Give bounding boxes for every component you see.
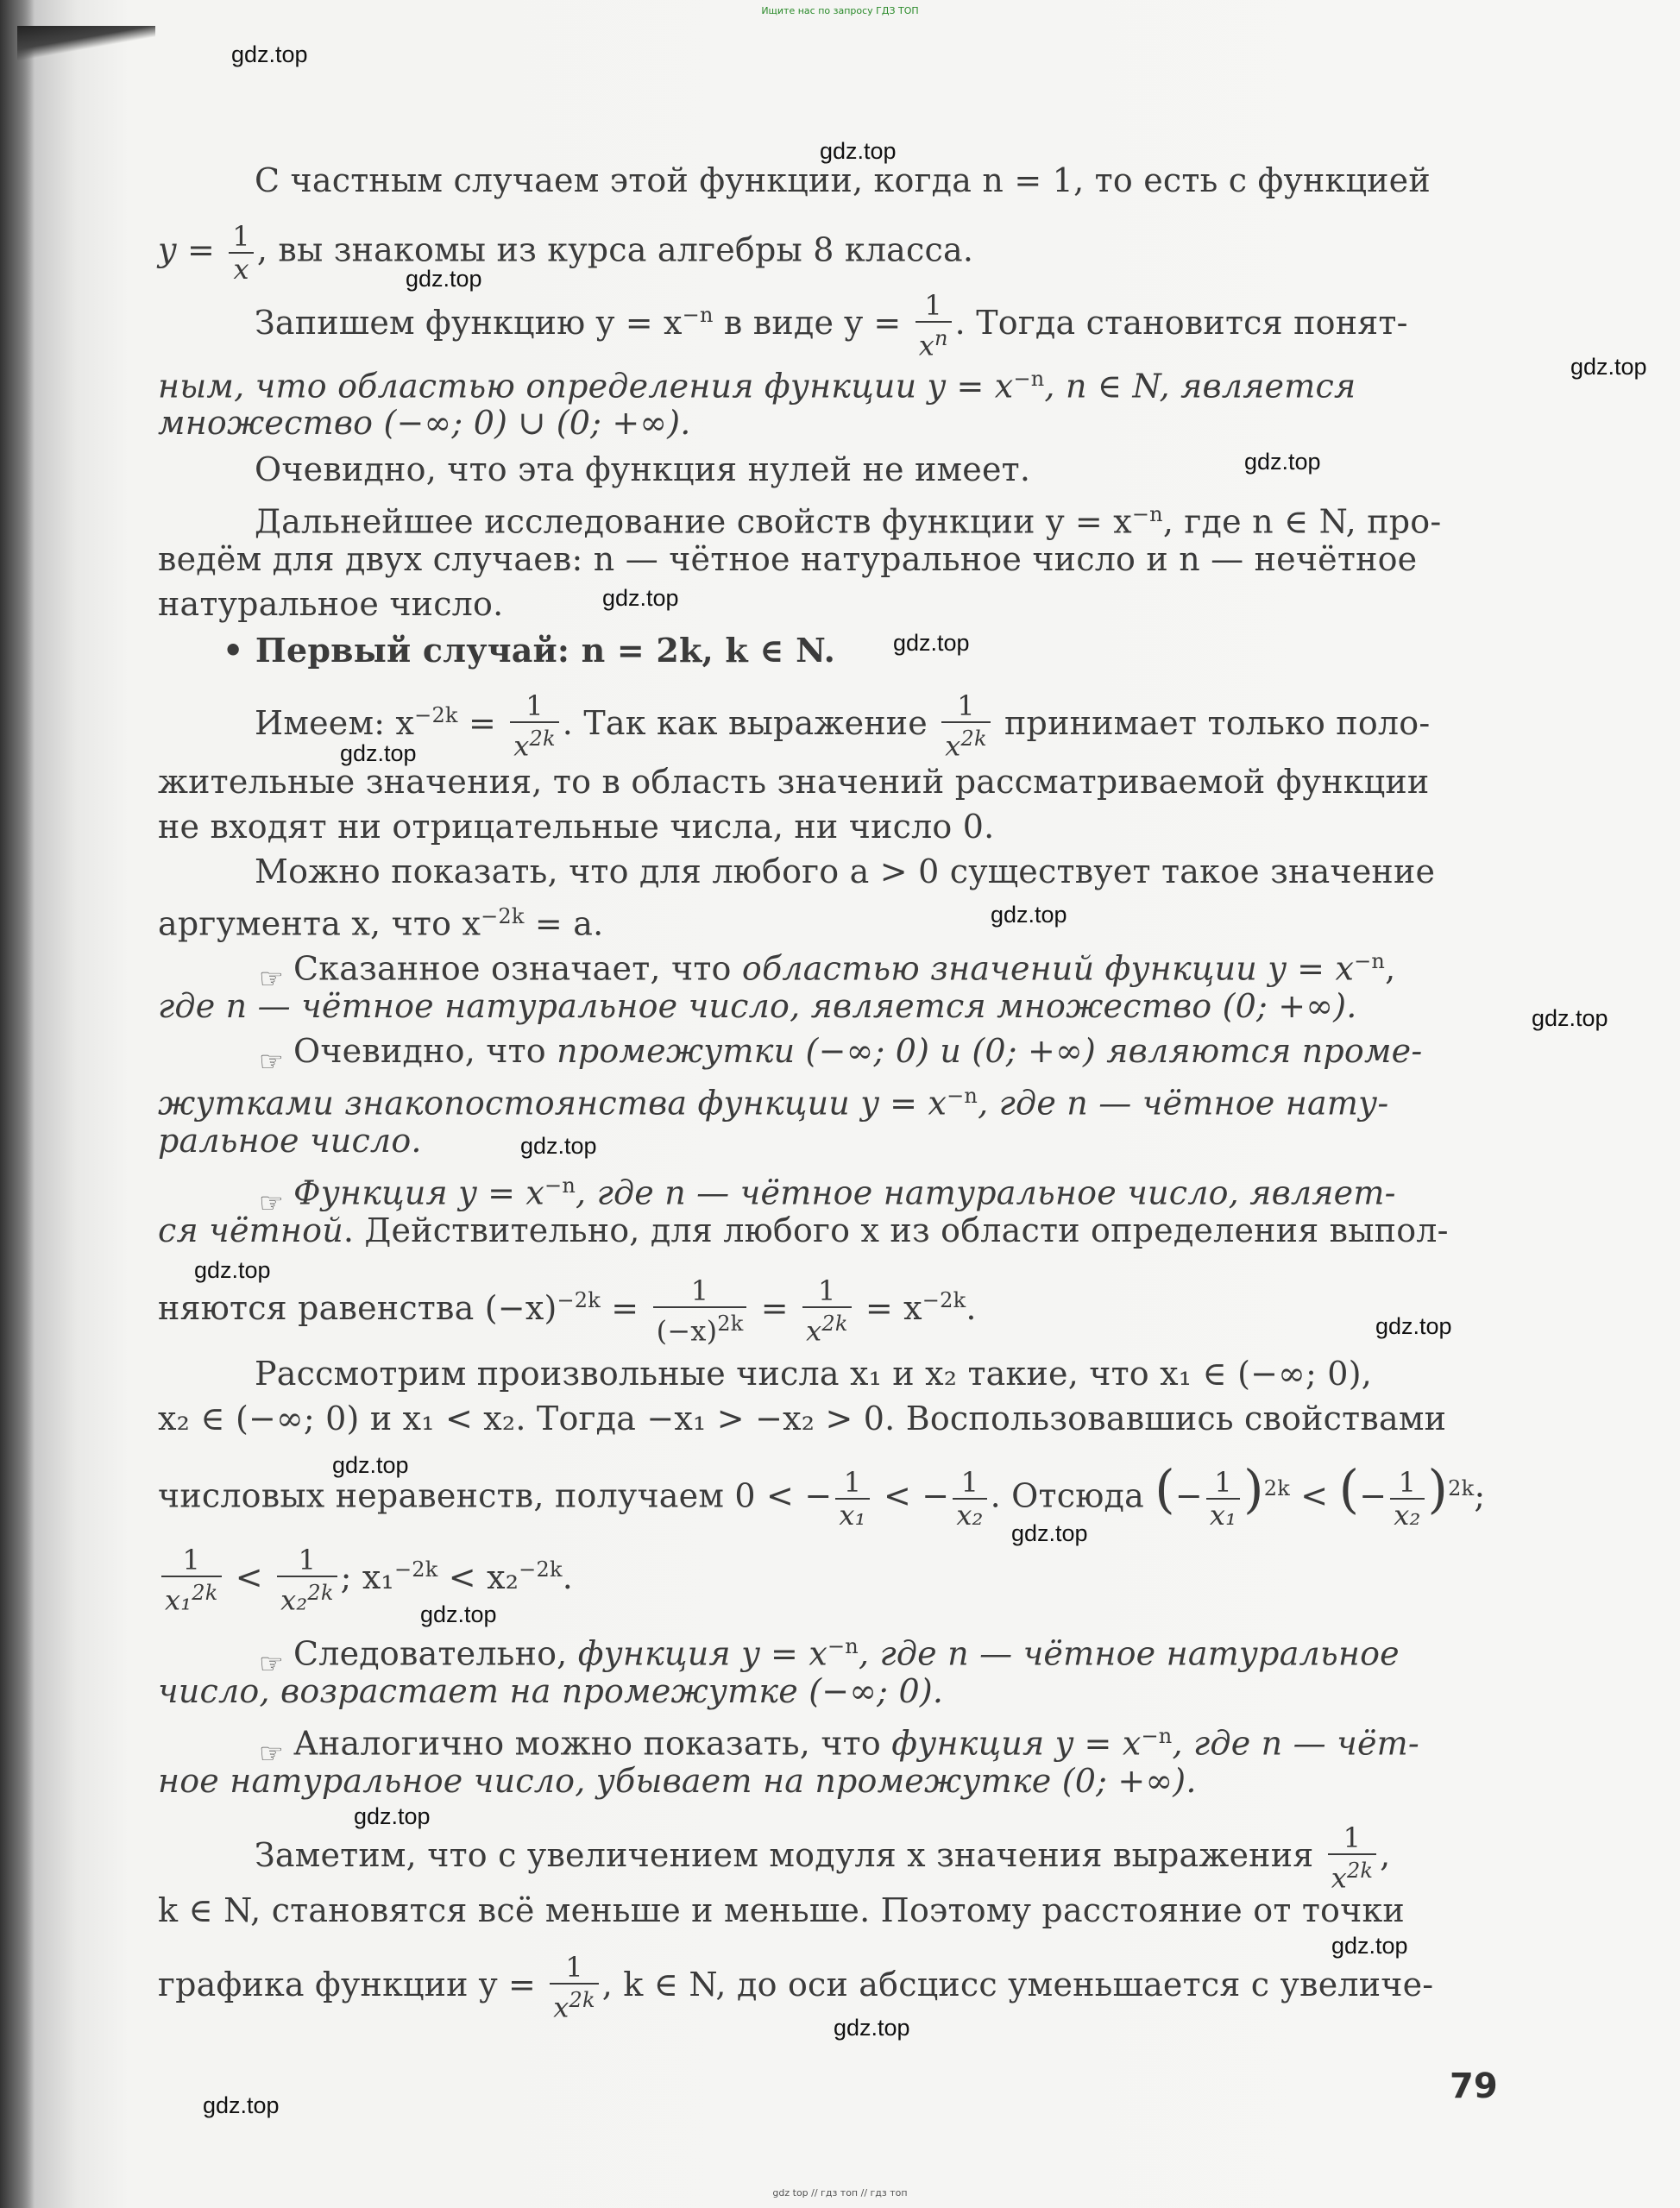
watermark: gdz.top [406, 266, 482, 292]
bottom-banner[interactable]: gdz top // гдз топ // гдз топ [772, 2187, 908, 2199]
text-line: Запишем функцию $y = x^{-n}$ в виде y = $\frac{1}{x^n}$ . Тогда становится понят- [255, 289, 1408, 362]
watermark: gdz.top [203, 2092, 280, 2118]
watermark: gdz.top [834, 2015, 910, 2041]
pointing-hand-icon: ☞ [259, 1044, 284, 1078]
watermark: gdz.top [1375, 1313, 1452, 1339]
text-line: ☞ Очевидно, что промежутки (−∞; 0) и (0; +∞) являются проме- [259, 1032, 1423, 1078]
text-line: ☞ Аналогично можно показать, что функция $y = x^{-n}$, где n — чёт- [259, 1724, 1419, 1771]
text-line: графика функции y = $\frac{1}{x^{2k}}$ , k ∈ N, до оси абсцисс уменьшается с увеличе- [158, 1951, 1434, 2024]
text-line: ☞ Сказанное означает, что областью значений функции $y = x^{-n}$, [259, 949, 1396, 996]
fraction: $\frac{1}{x^n}$ [916, 290, 952, 362]
section-heading: • Первый случай: n = 2k, k ∈ N. [223, 631, 835, 670]
text-line: k ∈ N, становятся всё меньше и меньше. Поэтому расстояние от точки [158, 1891, 1405, 1929]
watermark: gdz.top [1331, 1933, 1408, 1959]
text-line: ☞ Следовательно, функция $y = x^{-n}$, где n — чётное натуральное [259, 1634, 1400, 1681]
watermark: gdz.top [1532, 1005, 1608, 1031]
watermark: gdz.top [231, 41, 308, 67]
fraction: $\frac{1}{x^{2k}}$ [510, 690, 558, 762]
book-spine-shadow [0, 0, 35, 2208]
text-line: y = $\frac{1}{x}$ , вы знакомы из курса алгебры 8 класса. [158, 220, 974, 286]
pointing-hand-icon: ☞ [259, 962, 284, 996]
text-line: Заметим, что с увеличением модуля x значения выражения $\frac{1}{x^{2k}}$ , [255, 1821, 1391, 1895]
watermark: gdz.top [991, 902, 1067, 928]
text-line: Можно показать, что для любого a > 0 существует такое значение [255, 852, 1436, 890]
text-line: не входят ни отрицательные числа, ни число 0. [158, 808, 995, 846]
text-line: число, возрастает на промежутке (−∞; 0). [158, 1672, 944, 1710]
fraction: $\frac{1}{\text{x₂}}$ [1390, 1467, 1424, 1531]
watermark: gdz.top [194, 1257, 271, 1283]
text-line: жительные значения, то в область значений рассматриваемой функции [158, 763, 1430, 801]
text-line: няются равенства $(-x)^{-2k}$ = $\frac{1}{(-x)^{2k}}$ = $\frac{1}{x^{2k}}$ = $x^{-2k}$. [158, 1274, 977, 1348]
fraction: $\frac{1}{x^{2k}}$ [1328, 1822, 1376, 1894]
text-line: ральное число. [158, 1122, 422, 1160]
pointing-hand-icon: ☞ [259, 1647, 284, 1681]
pointing-hand-icon: ☞ [259, 1737, 284, 1771]
text-line: жутками знакопостоянства функции $y = x^{-n}$, где n — чётное нату- [158, 1084, 1389, 1123]
text-line: $\frac{1}{x_1^{2k}}$ < $\frac{1}{x_2^{2k}}$ ; x₁$^{-2k}$ < x₂$^{-2k}$. [158, 1544, 1503, 1616]
watermark: gdz.top [1570, 354, 1647, 380]
fraction: $\frac{1}{\text{x₁}}$ [835, 1467, 869, 1531]
text-line: С частным случаем этой функции, когда n = 1, то есть с функцией [255, 161, 1431, 199]
text-line: ведём для двух случаев: n — чётное натуральное число и n — нечётное [158, 540, 1418, 578]
text-line: x₂ ∈ (−∞; 0) и x₁ < x₂. Тогда −x₁ > −x₂ > 0. Воспользовавшись свойствами [158, 1400, 1447, 1437]
text-line: Очевидно, что эта функция нулей не имеет. [255, 450, 1031, 488]
fraction: $\frac{1}{x^{2k}}$ [550, 1952, 598, 2023]
fraction: $\frac{1}{\text{x₂}}$ [953, 1467, 986, 1531]
fraction: $\frac{1}{x_1^{2k}}$ [161, 1544, 222, 1616]
text-line: ным, что областью определения функции $y = x^{-n}$, n ∈ N, является [158, 367, 1356, 406]
text-line: Дальнейшее исследование свойств функции $y = x^{-n}$, где n ∈ N, про- [255, 502, 1442, 541]
page-number: 79 [1450, 2066, 1498, 2106]
fraction: $\frac{1}{x^{2k}}$ [802, 1275, 851, 1347]
text-line: множество (−∞; 0) ∪ (0; +∞). [158, 404, 691, 442]
fraction: $\frac{1}{\text{x₁}}$ [1206, 1467, 1240, 1531]
pointing-hand-icon: ☞ [259, 1186, 284, 1220]
fraction: $\frac{1}{x_2^{2k}}$ [277, 1544, 337, 1616]
page-corner-shadow [17, 26, 155, 60]
text-line: ☞ Функция $y = x^{-n}$, где n — чётное натуральное число, являет- [259, 1173, 1396, 1220]
watermark: gdz.top [354, 1803, 431, 1829]
text-line: ся чётной. Действительно, для любого x из области определения выпол- [158, 1211, 1449, 1249]
text-line: где n — чётное натуральное число, является множество (0; +∞). [158, 987, 1357, 1025]
watermark: gdz.top [1011, 1520, 1088, 1546]
watermark: gdz.top [420, 1601, 497, 1627]
watermark: gdz.top [1244, 449, 1321, 475]
watermark: gdz.top [520, 1133, 597, 1159]
text-line: аргумента x, что $x^{-2k} = a$. [158, 904, 604, 943]
watermark: gdz.top [340, 740, 417, 766]
text-line: числовых неравенств, получаем 0 < − $\frac{1}{\text{x₁}}$ < − $\frac{1}{\text{x₂}}$ . Отсюда (− $\frac{1}{\text{x₁}}$ )$^{2k}$ < (− $\frac{1}{\text{x₂}}$ )$^{2k}$; [158, 1459, 1486, 1532]
text-line: натуральное число. [158, 585, 504, 623]
watermark: gdz.top [332, 1452, 409, 1478]
watermark: gdz.top [820, 138, 897, 164]
watermark: gdz.top [602, 585, 679, 611]
top-banner[interactable]: Ищите нас по запросу ГДЗ ТОП [761, 5, 919, 16]
text-line: ное натуральное число, убывает на промежутке (0; +∞). [158, 1762, 1197, 1800]
fraction: $\frac{1}{x^{2k}}$ [941, 690, 990, 762]
fraction: $\frac{1}{x}$ [229, 221, 254, 285]
text-line: Имеем: $x^{-2k}$ = $\frac{1}{x^{2k}}$ . Так как выражение $\frac{1}{x^{2k}}$ принимает только поло- [255, 689, 1431, 763]
text-line: Рассмотрим произвольные числа x₁ и x₂ такие, что x₁ ∈ (−∞; 0), [255, 1355, 1372, 1393]
watermark: gdz.top [893, 630, 970, 656]
fraction: $\frac{1}{(-x)^{2k}}$ [653, 1275, 747, 1347]
